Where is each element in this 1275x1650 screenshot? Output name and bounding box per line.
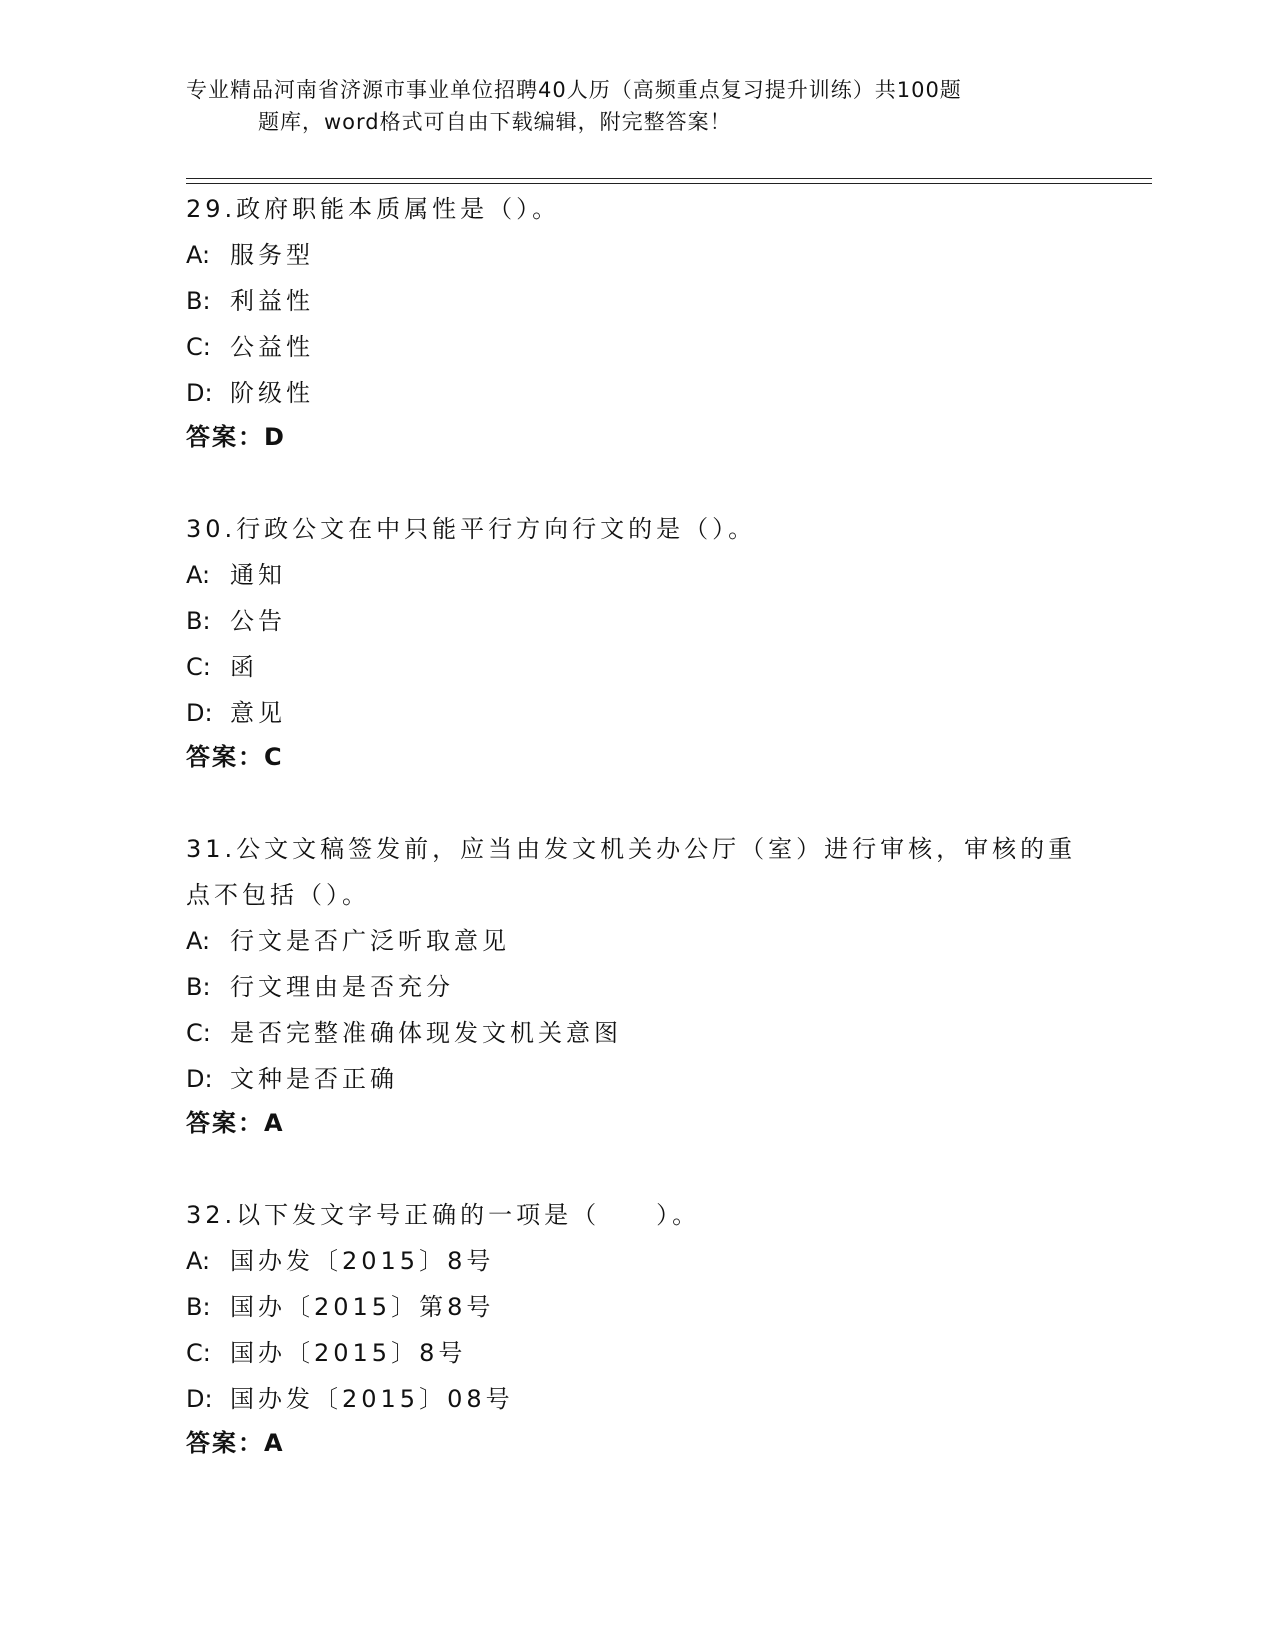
header-divider-top: [186, 178, 1152, 179]
document-header: [186, 74, 1086, 138]
option-b: [186, 1284, 1086, 1330]
answer-line: 答案：A: [186, 1429, 285, 1457]
option-text: 利益性: [230, 287, 314, 315]
option-key: B:: [186, 973, 211, 1001]
question-29: [186, 186, 1086, 460]
option-text: 阶级性: [230, 379, 314, 407]
answer-line: 答案：D: [186, 423, 286, 451]
question-stem: 32.以下发文字号正确的一项是（ ）。: [186, 1201, 701, 1229]
option-a: [186, 1238, 1086, 1284]
answer-line: 答案：C: [186, 743, 284, 771]
option-key: C:: [186, 653, 211, 681]
option-text: 国办〔2015〕8号: [230, 1339, 467, 1367]
option-d: [186, 1376, 1086, 1422]
option-key: A:: [186, 1247, 211, 1275]
option-key: D:: [186, 699, 213, 727]
option-key: A:: [186, 927, 211, 955]
option-key: A:: [186, 561, 211, 589]
header-divider-bottom: [186, 183, 1152, 184]
option-d: [186, 690, 1086, 736]
option-key: D:: [186, 1385, 213, 1413]
option-b: [186, 278, 1086, 324]
question-stem: 31.公文文稿签发前，应当由发文机关办公厅（室）进行审核，审核的重点不包括（）。: [186, 835, 1077, 909]
option-text: 通知: [230, 561, 286, 589]
option-text: 行文是否广泛听取意见: [230, 927, 510, 955]
option-key: B:: [186, 607, 211, 635]
option-text: 函: [230, 653, 258, 681]
question-30: [186, 506, 1086, 780]
question-stem: 30.行政公文在中只能平行方向行文的是（）。: [186, 515, 757, 543]
option-key: C:: [186, 333, 211, 361]
option-text: 国办发〔2015〕8号: [230, 1247, 495, 1275]
option-a: [186, 232, 1086, 278]
option-key: A:: [186, 241, 211, 269]
option-d: [186, 1056, 1086, 1102]
option-a: [186, 918, 1086, 964]
option-key: C:: [186, 1019, 211, 1047]
question-list: [186, 186, 1086, 1512]
header-title-line-1: 专业精品河南省济源市事业单位招聘40人历（高频重点复习提升训练）共100题: [186, 78, 962, 102]
question-32: [186, 1192, 1086, 1466]
option-c: [186, 324, 1086, 370]
option-c: [186, 644, 1086, 690]
option-a: [186, 552, 1086, 598]
question-31: [186, 826, 1086, 1146]
option-text: 国办〔2015〕第8号: [230, 1293, 495, 1321]
answer-line: 答案：A: [186, 1109, 285, 1137]
option-key: B:: [186, 287, 211, 315]
option-text: 文种是否正确: [230, 1065, 398, 1093]
option-d: [186, 370, 1086, 416]
option-text: 意见: [230, 699, 286, 727]
option-key: C:: [186, 1339, 211, 1367]
question-stem: 29.政府职能本质属性是（）。: [186, 195, 561, 223]
option-key: B:: [186, 1293, 211, 1321]
option-text: 是否完整准确体现发文机关意图: [230, 1019, 622, 1047]
header-title-line-2: 题库，word格式可自由下载编辑，附完整答案！: [258, 110, 732, 134]
option-text: 国办发〔2015〕08号: [230, 1385, 514, 1413]
option-key: D:: [186, 1065, 213, 1093]
option-b: [186, 598, 1086, 644]
option-key: D:: [186, 379, 213, 407]
option-text: 公告: [230, 607, 286, 635]
option-text: 公益性: [230, 333, 314, 361]
option-b: [186, 964, 1086, 1010]
option-c: [186, 1330, 1086, 1376]
option-c: [186, 1010, 1086, 1056]
option-text: 行文理由是否充分: [230, 973, 454, 1001]
option-text: 服务型: [230, 241, 314, 269]
